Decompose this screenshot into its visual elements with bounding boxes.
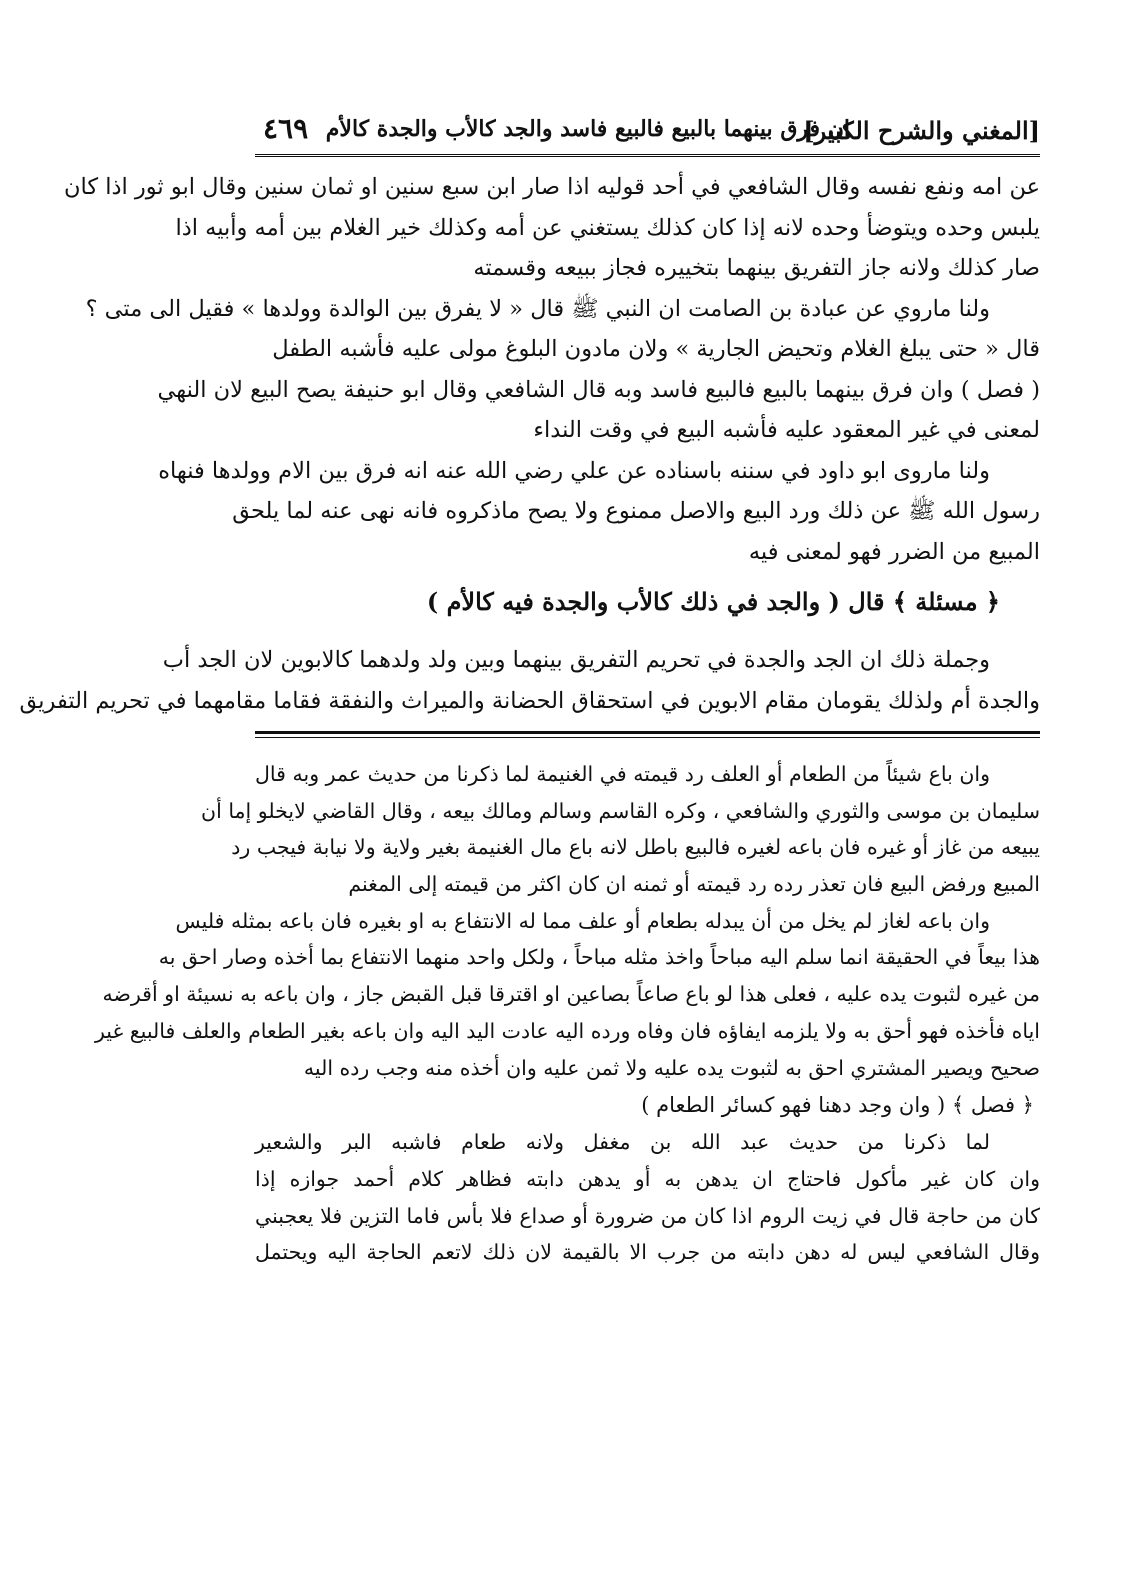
text-line: لمعنى في غير المعقود عليه فأشبه البيع في وقت النداء (533, 417, 1040, 443)
text-line: صحيح ويصير المشتري احق به لثبوت يده عليه ولا ثمن عليه وان أخذه منه وجب رده اليه (303, 1055, 1040, 1080)
text-line: المبيع من الضرر فهو لمعنى فيه (748, 538, 1040, 565)
page-number: ٤٦٩ (263, 112, 309, 145)
main-text (19, 167, 1040, 721)
text-line: وقال الشافعي ليس له دهن دابته من جرب الا بالقيمة لان ذلك لاتعم الحاجة اليه ويحتمل (255, 1240, 1040, 1265)
text-line: وان كان غير مأكول فاحتاج ان يدهن به أو يدهن دابته فظاهر كلام أحمد جوازه إذا (255, 1166, 1040, 1191)
text-line: هذا بيعاً في الحقيقة انما سلم اليه مباحاً واخذ مثله مباحاً ، ولكل واحد منهما الانتفاع بما أخذه وصار احق به (158, 945, 1040, 970)
text-line: وجملة ذلك ان الجد والجدة في تحريم التفريق بينهما وبين ولد ولدهما كالابوين لان الجد أب (162, 647, 990, 673)
text-line: والجدة أم ولذلك يقومان مقام الابوين في استحقاق الحضانة والميراث والنفقة فقاما مقامهما في تحريم التفريق (19, 687, 1040, 714)
text-line: رسول الله ﷺ عن ذلك ورد البيع والاصل ممنوع ولا يصح ماذكروه فانه نهى عنه لما يلحق (232, 498, 1040, 524)
book-page (19, 108, 1040, 1271)
text-line: وان باعه لغاز لم يخل من أن يبدله بطعام أو علف مما له الانتفاع به او بغيره فان باعه بمثله فليس (175, 908, 990, 933)
book-title: [المغني والشرح الكبير] (803, 116, 1040, 145)
text-line: ( فصل ) وان فرق بينهما بالبيع فالبيع فاسد وبه قال الشافعي وقال ابو حنيفة يصح البيع لان النهي (157, 376, 1040, 403)
page-header (255, 108, 1040, 157)
text-line: وان باع شيئاً من الطعام أو العلف رد قيمته في الغنيمة لما ذكرنا من حديث عمر وبه قال (255, 762, 990, 786)
text-line: اياه فأخذه فهو أحق به ولا يلزمه ايفاؤه فان وفاه ورده اليه عادت اليد اليه وان باعه بغير الطعام والعلف فالبيع غير (95, 1018, 1040, 1043)
fasl-heading: ﴿ فصل ﴾ ( وان وجد دهنا فهو كسائر الطعام ) (641, 1093, 1034, 1118)
text-line: المبيع ورفض البيع فان تعذر رده رد قيمته أو ثمنه ان كان اكثر من قيمته إلى المغنم (348, 872, 1040, 897)
masala-heading: ﴿ مسئلة ﴾ قال ( والجد في ذلك كالأب والجدة فيه كالأم ) (426, 587, 1000, 616)
text-line: يلبس وحده ويتوضأ وحده لانه إذا كان كذلك يستغني عن أمه وكذلك خير الغلام بين أمه وأبيه اذا (175, 214, 1040, 241)
text-line: يبيعه من غاز أو غيره فان باعه لغيره فالبيع باطل لانه باع مال الغنيمة بغير ولاية ولا نيابة فيجب رد (231, 835, 1040, 860)
section-divider (255, 731, 1040, 738)
text-line: لما ذكرنا من حديث عبد الله بن مغفل ولانه طعام فاشبه البر والشعير (255, 1130, 990, 1155)
text-line: من غيره لثبوت يده عليه ، فعلى هذا لو باع صاعاً بصاعين او اقترقا قبل القبض جاز ، وان باعه به نسيئة او أقرضه (102, 982, 1040, 1007)
text-line: ولنا ماروي عن عبادة بن الصامت ان النبي ﷺ قال « لا يفرق بين الوالدة وولدها » فقيل الى متى ؟ (85, 295, 990, 322)
text-line: عن امه ونفع نفسه وقال الشافعي في أحد قوليه اذا صار ابن سبع سنين او ثمان سنين وقال ابو ثور اذا كان (64, 174, 1040, 200)
running-title: ان فرق بينهما بالبيع فالبيع فاسد والجد كالأب والجدة كالأم (325, 116, 850, 142)
text-line: ولنا ماروى ابو داود في سننه باسناده عن علي رضي الله عنه انه فرق بين الام وولدها فنهاه (158, 457, 990, 484)
text-line: صار كذلك ولانه جاز التفريق بينهما بتخييره فجاز ببيعه وقسمته (473, 255, 1040, 281)
commentary-text (95, 756, 1040, 1271)
text-line: قال « حتى يبلغ الغلام وتحيض الجارية » ولان مادون البلوغ مولى عليه فأشبه الطفل (272, 336, 1040, 362)
text-line: كان من حاجة قال في زيت الروم اذا كان من ضرورة أو صداع فلا بأس فاما التزين فلا يعجبني (255, 1203, 1040, 1228)
text-line: سليمان بن موسى والثوري والشافعي ، وكره القاسم وسالم ومالك بيعه ، وقال القاضي لايخلو إما أن (201, 798, 1040, 823)
